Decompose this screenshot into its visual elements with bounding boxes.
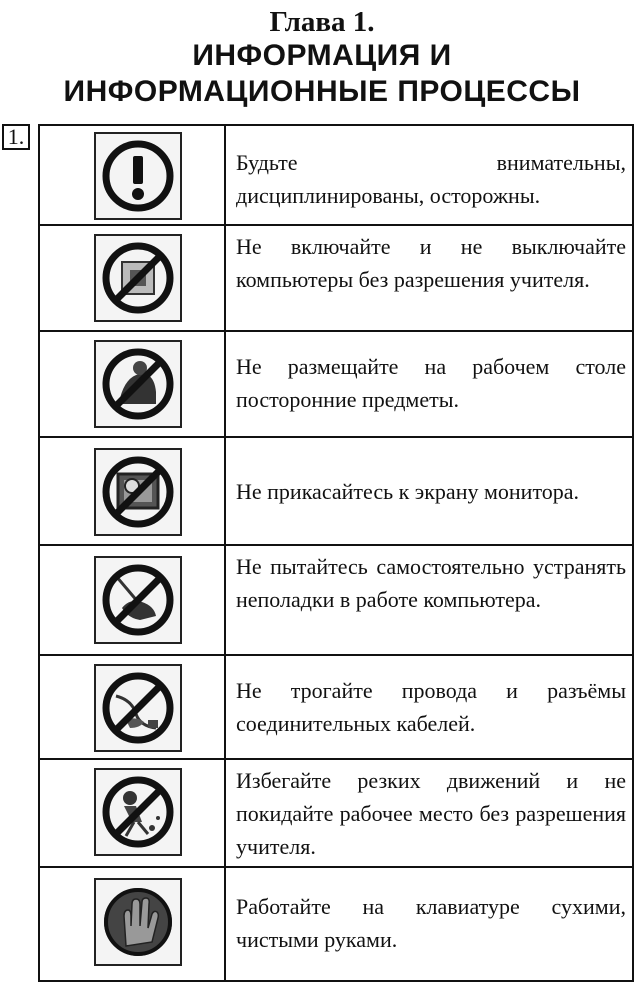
table-row [40,760,632,868]
rule-text: Будьте внимательны, дисциплинированы, осторожны. [236,150,626,208]
table-row [40,868,632,980]
rule-text: Не размещайте на рабочем столе посторонние предметы. [236,354,626,412]
chapter-title-line-1: ИНФОРМАЦИЯ И [192,39,452,72]
icon-cell [40,332,226,436]
chapter-title [0,38,644,110]
icon-cell [40,438,226,544]
table-row [40,546,632,656]
task-number: 1. [2,124,30,150]
no-objects-on-desk-icon [94,340,182,428]
chapter-title-line-2: ИНФОРМАЦИОННЫЕ ПРОЦЕССЫ [63,75,581,108]
chapter-heading: Глава 1. [269,6,375,38]
table-row [40,332,632,438]
no-power-switch-icon [94,234,182,322]
no-touch-screen-icon [94,448,182,536]
clean-hands-icon [94,878,182,966]
icon-cell [40,226,226,330]
table-row [40,656,632,760]
icon-cell [40,126,226,224]
no-sudden-movements-icon [94,768,182,856]
table-row [40,126,632,226]
rule-text: Не пытайтесь самостоятельно устранять неполадки в работе компьютера. [236,554,626,612]
no-touch-cables-icon [94,664,182,752]
icon-cell [40,868,226,980]
rule-text: Избегайте резких движений и не покидайте рабочее место без разрешения учителя. [236,768,626,859]
table-row [40,438,632,546]
rule-text: Не прикасайтесь к экрану монитора. [236,479,580,504]
icon-cell [40,546,226,654]
no-self-repair-icon [94,556,182,644]
rule-text: Не включайте и не выключайте компьютеры без разрешения учителя. [236,234,626,292]
rule-text: Не трогайте провода и разъёмы соединительных кабелей. [236,678,626,736]
safety-rules-table [38,124,634,982]
icon-cell [40,760,226,866]
table-row [40,226,632,332]
exclamation-icon [94,132,182,220]
icon-cell [40,656,226,758]
rule-text: Работайте на клавиатуре сухими, чистыми руками. [236,894,626,952]
